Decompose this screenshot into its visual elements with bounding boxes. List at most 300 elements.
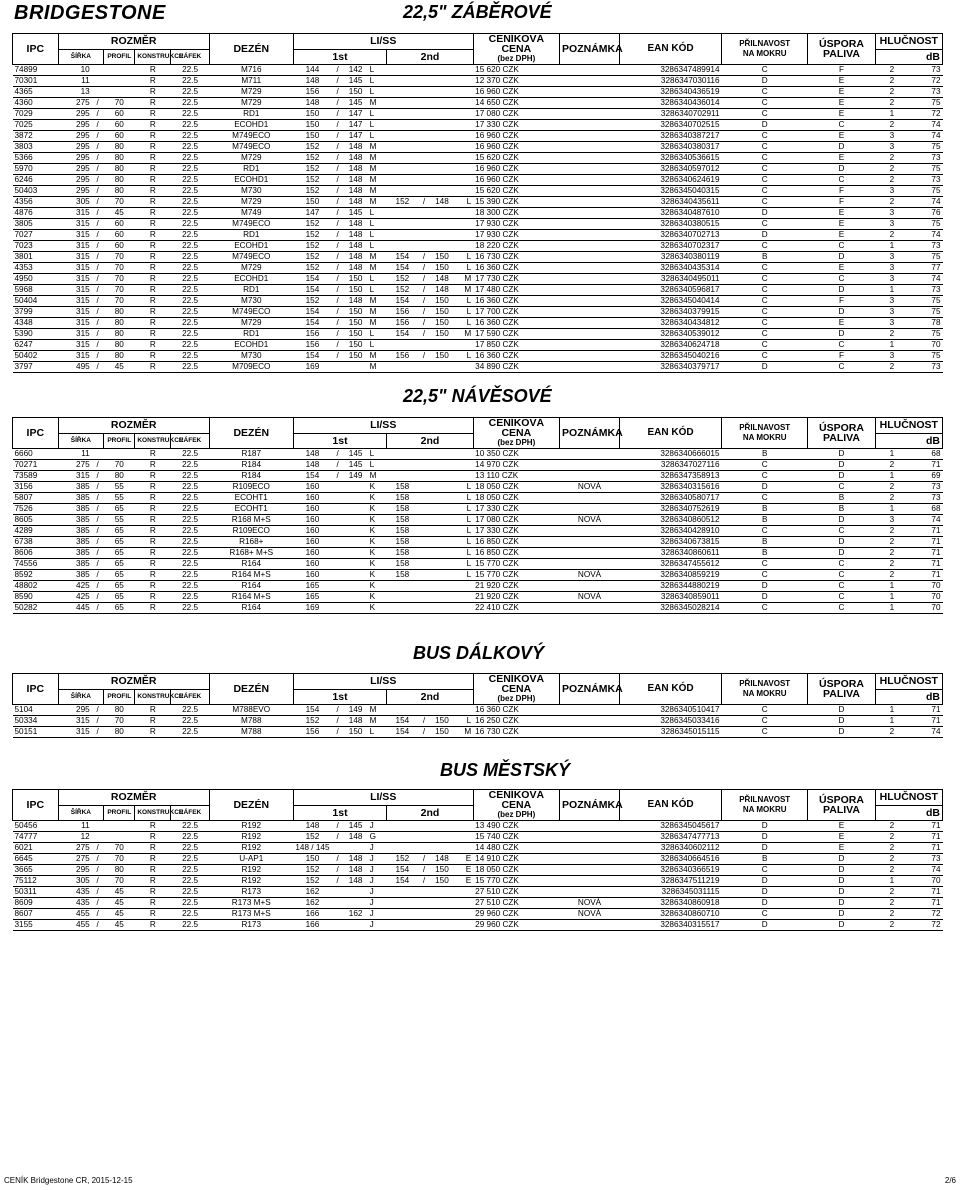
cell-profil: 45 (104, 362, 135, 373)
header-rafek: RÁFEK (171, 49, 209, 65)
cell-ean: 3286340495011 (620, 274, 722, 285)
cell-dezen: RD1 (209, 329, 293, 340)
header-prilnavost-line2: NA MOKRU (742, 433, 787, 442)
cell-profil: 70 (104, 876, 135, 887)
cell-db: 74 (909, 131, 943, 142)
cell-rafek: 22.5 (171, 548, 209, 559)
cell-sep2 (418, 548, 430, 559)
cell-uspora: D (808, 471, 875, 482)
cell-uspora: D (808, 329, 875, 340)
table-row (13, 274, 943, 285)
cell-konstrukce: R (135, 843, 171, 854)
cell-sep2 (418, 65, 430, 76)
cell-hluk-trida: 3 (875, 307, 909, 318)
cell-konstrukce: R (135, 482, 171, 493)
table-row (13, 920, 943, 931)
cell-hluk-trida: 1 (875, 471, 909, 482)
cell-li2 (387, 471, 418, 482)
table-row (13, 843, 943, 854)
cell-li2b (430, 175, 454, 186)
cell-poznamka (560, 241, 620, 252)
cell-profil (104, 449, 135, 460)
cell-li2 (387, 98, 418, 109)
cell-hluk-trida: 2 (875, 559, 909, 570)
header-rozmer: ROZMĚR (58, 674, 209, 690)
cell-li1: 148 (293, 98, 331, 109)
cell-li2b: 150 (430, 865, 454, 876)
header-uspora-line1: ÚSPORA (819, 794, 864, 806)
cell-slash: / (92, 252, 104, 263)
cell-sep2 (418, 909, 430, 920)
cell-cena: 16 360 CZK (473, 296, 559, 307)
cell-poznamka (560, 186, 620, 197)
cell-hluk-trida: 3 (875, 515, 909, 526)
cell-konstrukce: R (135, 263, 171, 274)
cell-konstrukce: R (135, 285, 171, 296)
cell-prilnavost: D (722, 876, 808, 887)
cell-db: 71 (909, 843, 943, 854)
table-row (13, 252, 943, 263)
cell-ss2 (454, 920, 473, 931)
cell-profil: 70 (104, 252, 135, 263)
cell-slash: / (92, 230, 104, 241)
cell-ipc: 3665 (13, 865, 59, 876)
cell-sirka: 305 (58, 197, 92, 208)
cell-li2b (430, 98, 454, 109)
header-sirka: ŠÍŘKA (58, 689, 104, 705)
header-db: dB (875, 433, 942, 449)
header-1st: 1st (293, 689, 387, 705)
cell-sirka: 295 (58, 186, 92, 197)
cell-hluk-trida: 2 (875, 570, 909, 581)
cell-sirka: 295 (58, 109, 92, 120)
cell-hluk-trida: 3 (875, 142, 909, 153)
header-sirka: ŠÍŘKA (58, 433, 104, 449)
cell-konstrukce: R (135, 186, 171, 197)
cell-ss2 (454, 471, 473, 482)
cell-li1: 154 (293, 351, 331, 362)
cell-ipc: 6247 (13, 340, 59, 351)
cell-li1: 166 (293, 920, 331, 931)
cell-ipc: 4950 (13, 274, 59, 285)
header-cena-line3: (bez DPH) (497, 694, 536, 703)
cell-sirka: 11 (58, 76, 92, 87)
table-row (13, 98, 943, 109)
cell-dezen: ECOHD1 (209, 274, 293, 285)
cell-ss2 (454, 98, 473, 109)
cell-ss2 (454, 230, 473, 241)
cell-ss1: M (368, 175, 387, 186)
header-prilnavost (722, 674, 808, 705)
cell-hluk-trida: 2 (875, 460, 909, 471)
cell-poznamka (560, 252, 620, 263)
cell-ss1: L (368, 230, 387, 241)
header-uspora (808, 418, 875, 449)
cell-konstrukce: R (135, 504, 171, 515)
cell-prilnavost: B (722, 252, 808, 263)
cell-ean: 3286340434812 (620, 318, 722, 329)
cell-uspora: E (808, 263, 875, 274)
cell-cena: 27 510 CZK (473, 887, 559, 898)
cell-ipc: 6246 (13, 175, 59, 186)
cell-li2b: 150 (430, 727, 454, 738)
cell-li1: 162 (293, 898, 331, 909)
cell-dezen: R187 (209, 449, 293, 460)
cell-ss1: L (368, 109, 387, 120)
cell-poznamka (560, 263, 620, 274)
cell-li1b: 148 (344, 142, 368, 153)
cell-cena: 13 110 CZK (473, 471, 559, 482)
header-cena-line2: CENA (501, 427, 532, 439)
cell-prilnavost: C (722, 909, 808, 920)
cell-sep2 (418, 537, 430, 548)
header-cena-line3: (bez DPH) (497, 438, 536, 447)
cell-rafek: 22.5 (171, 832, 209, 843)
cell-li1: 152 (293, 186, 331, 197)
cell-sirka: 315 (58, 274, 92, 285)
cell-dezen: R173 (209, 887, 293, 898)
header-konstrukce: KONSTRUKCE (135, 49, 171, 65)
cell-li2: 158 (387, 559, 418, 570)
cell-li2: 158 (387, 515, 418, 526)
cell-hluk-trida: 2 (875, 865, 909, 876)
cell-li2 (387, 603, 418, 614)
cell-db: 72 (909, 920, 943, 931)
cell-slash: / (92, 471, 104, 482)
cell-cena: 18 220 CZK (473, 241, 559, 252)
cell-ss1: J (368, 876, 387, 887)
cell-ean: 3286340673815 (620, 537, 722, 548)
cell-li2b (430, 909, 454, 920)
cell-li1b: 148 (344, 175, 368, 186)
cell-hluk-trida: 2 (875, 164, 909, 175)
cell-ipc: 4348 (13, 318, 59, 329)
cell-profil: 70 (104, 98, 135, 109)
cell-li2b (430, 87, 454, 98)
cell-sep1 (332, 909, 344, 920)
cell-li1b (344, 570, 368, 581)
cell-prilnavost: D (722, 581, 808, 592)
cell-db: 74 (909, 515, 943, 526)
cell-sep1: / (332, 727, 344, 738)
header-2nd: 2nd (387, 49, 473, 65)
cell-ss1: J (368, 887, 387, 898)
cell-cena: 16 730 CZK (473, 727, 559, 738)
cell-ipc: 70271 (13, 460, 59, 471)
cell-profil: 70 (104, 854, 135, 865)
cell-rafek: 22.5 (171, 153, 209, 164)
cell-ipc: 6660 (13, 449, 59, 460)
cell-rafek: 22.5 (171, 230, 209, 241)
cell-prilnavost: C (722, 318, 808, 329)
cell-cena: 16 250 CZK (473, 716, 559, 727)
cell-ss2 (454, 603, 473, 614)
cell-uspora: D (808, 142, 875, 153)
cell-sep1: / (332, 865, 344, 876)
table-row (13, 460, 943, 471)
cell-sep2 (418, 898, 430, 909)
cell-dezen: R192 (209, 821, 293, 832)
cell-db: 69 (909, 471, 943, 482)
cell-li1b: 148 (344, 153, 368, 164)
cell-prilnavost: D (722, 821, 808, 832)
cell-li1: 160 (293, 515, 331, 526)
cell-slash: / (92, 876, 104, 887)
cell-ss2 (454, 832, 473, 843)
cell-ean: 3286340596817 (620, 285, 722, 296)
cell-dezen: R164 M+S (209, 570, 293, 581)
cell-slash: / (92, 329, 104, 340)
cell-db: 71 (909, 821, 943, 832)
header-prilnavost-line2: NA MOKRU (742, 49, 787, 58)
header-uspora-line2: PALIVA (823, 432, 860, 444)
cell-cena: 16 730 CZK (473, 252, 559, 263)
cell-sep2: / (418, 351, 430, 362)
cell-ss1: L (368, 65, 387, 76)
cell-sep1: / (332, 705, 344, 716)
cell-li2b: 148 (430, 197, 454, 208)
cell-li2 (387, 909, 418, 920)
header-prilnavost-line2: NA MOKRU (742, 689, 787, 698)
cell-sep1: / (332, 329, 344, 340)
cell-dezen: R109ECO (209, 482, 293, 493)
cell-sep2: / (418, 252, 430, 263)
cell-ipc: 7027 (13, 230, 59, 241)
header-rozmer: ROZMĚR (58, 34, 209, 50)
cell-poznamka (560, 307, 620, 318)
cell-prilnavost: C (722, 329, 808, 340)
cell-uspora: D (808, 307, 875, 318)
cell-poznamka (560, 164, 620, 175)
cell-li2 (387, 705, 418, 716)
cell-hluk-trida: 1 (875, 876, 909, 887)
cell-uspora: E (808, 843, 875, 854)
cell-sep2 (418, 843, 430, 854)
cell-profil: 70 (104, 263, 135, 274)
cell-sirka: 295 (58, 164, 92, 175)
cell-li1b: 150 (344, 285, 368, 296)
table-row (13, 581, 943, 592)
cell-ss2 (454, 460, 473, 471)
cell-li2b (430, 493, 454, 504)
cell-ean: 3286340580717 (620, 493, 722, 504)
cell-dezen: M729 (209, 263, 293, 274)
cell-rafek: 22.5 (171, 854, 209, 865)
cell-hluk-trida: 3 (875, 318, 909, 329)
cell-hluk-trida: 2 (875, 76, 909, 87)
cell-poznamka (560, 449, 620, 460)
cell-ss2: L (454, 263, 473, 274)
cell-dezen: M730 (209, 351, 293, 362)
cell-poznamka (560, 471, 620, 482)
header-poznamka: POZNÁMKA (560, 418, 620, 449)
header-profil: PROFIL (104, 49, 135, 65)
cell-poznamka (560, 362, 620, 373)
cell-slash: / (92, 548, 104, 559)
cell-db: 72 (909, 109, 943, 120)
cell-ean: 3286340315517 (620, 920, 722, 931)
cell-hluk-trida: 2 (875, 153, 909, 164)
header-hlucnost: HLUČNOST (875, 418, 942, 434)
cell-ss2 (454, 164, 473, 175)
cell-ean: 3286340436519 (620, 87, 722, 98)
cell-li1b (344, 493, 368, 504)
cell-hluk-trida: 2 (875, 65, 909, 76)
cell-konstrukce: R (135, 296, 171, 307)
cell-slash: / (92, 142, 104, 153)
cell-poznamka (560, 76, 620, 87)
table-row (13, 87, 943, 98)
cell-li1: 160 (293, 526, 331, 537)
cell-sep1: / (332, 854, 344, 865)
cell-li1: 156 (293, 87, 331, 98)
cell-ss2 (454, 76, 473, 87)
cell-konstrukce: R (135, 909, 171, 920)
cell-dezen: ECOHD1 (209, 340, 293, 351)
table-row (13, 909, 943, 920)
cell-sirka: 315 (58, 252, 92, 263)
cell-hluk-trida: 2 (875, 909, 909, 920)
cell-ean: 3286340379915 (620, 307, 722, 318)
cell-ss1: K (368, 482, 387, 493)
cell-ss1: J (368, 898, 387, 909)
cell-slash: / (92, 592, 104, 603)
cell-dezen: R173 M+S (209, 898, 293, 909)
cell-li2b (430, 219, 454, 230)
header-poznamka: POZNÁMKA (560, 34, 620, 65)
cell-ss1: J (368, 821, 387, 832)
cell-prilnavost: C (722, 296, 808, 307)
cell-rafek: 22.5 (171, 898, 209, 909)
cell-rafek: 22.5 (171, 186, 209, 197)
cell-hluk-trida: 1 (875, 504, 909, 515)
cell-li1b (344, 559, 368, 570)
cell-profil: 80 (104, 340, 135, 351)
header-uspora-line2: PALIVA (823, 48, 860, 60)
cell-slash: / (92, 362, 104, 373)
table-row (13, 164, 943, 175)
cell-dezen: RD1 (209, 285, 293, 296)
cell-li2b (430, 460, 454, 471)
cell-uspora: D (808, 920, 875, 931)
table-row (13, 482, 943, 493)
cell-profil: 70 (104, 197, 135, 208)
cell-ss1: G (368, 832, 387, 843)
cell-sep1: / (332, 219, 344, 230)
cell-konstrukce: R (135, 164, 171, 175)
cell-ss1: M (368, 164, 387, 175)
cell-rafek: 22.5 (171, 175, 209, 186)
cell-uspora: D (808, 705, 875, 716)
cell-sirka: 315 (58, 307, 92, 318)
cell-ss1: L (368, 219, 387, 230)
cell-li2 (387, 230, 418, 241)
cell-prilnavost: C (722, 186, 808, 197)
cell-dezen: U-AP1 (209, 854, 293, 865)
cell-ss1: M (368, 186, 387, 197)
cell-sep2: / (418, 307, 430, 318)
cell-konstrukce: R (135, 109, 171, 120)
header-ipc: IPC (13, 790, 59, 821)
cell-sirka: 305 (58, 876, 92, 887)
header-prilnavost (722, 34, 808, 65)
cell-ean: 3286345015115 (620, 727, 722, 738)
header-profil: PROFIL (104, 805, 135, 821)
cell-sirka: 295 (58, 131, 92, 142)
cell-li1b (344, 898, 368, 909)
cell-li1b: 147 (344, 131, 368, 142)
cell-li1: 152 (293, 252, 331, 263)
cell-slash: / (92, 98, 104, 109)
cell-li2b (430, 526, 454, 537)
cell-poznamka (560, 460, 620, 471)
cell-dezen: R192 (209, 843, 293, 854)
cell-hluk-trida: 2 (875, 887, 909, 898)
cell-li1: 147 (293, 208, 331, 219)
cell-db: 74 (909, 197, 943, 208)
cell-li1b: 145 (344, 460, 368, 471)
header-cena (473, 418, 559, 449)
cell-ean: 3286340428910 (620, 526, 722, 537)
header-1st: 1st (293, 49, 387, 65)
cell-uspora: E (808, 318, 875, 329)
cell-hluk-trida: 1 (875, 581, 909, 592)
cell-ean: 3286347027116 (620, 460, 722, 471)
cell-rafek: 22.5 (171, 482, 209, 493)
cell-li2 (387, 340, 418, 351)
cell-hluk-trida: 2 (875, 548, 909, 559)
cell-poznamka (560, 854, 620, 865)
cell-li2: 154 (387, 865, 418, 876)
cell-rafek: 22.5 (171, 131, 209, 142)
cell-cena: 15 770 CZK (473, 876, 559, 887)
cell-li2b (430, 471, 454, 482)
cell-profil (104, 65, 135, 76)
cell-ipc: 70301 (13, 76, 59, 87)
cell-slash: / (92, 865, 104, 876)
cell-slash: / (92, 208, 104, 219)
cell-prilnavost: B (722, 449, 808, 460)
cell-sep2 (418, 362, 430, 373)
cell-sirka: 315 (58, 263, 92, 274)
cell-uspora: C (808, 241, 875, 252)
tire-table-zaberove (12, 33, 943, 373)
cell-profil: 55 (104, 515, 135, 526)
cell-ean: 3286340860611 (620, 548, 722, 559)
header-konstrukce: KONSTRUKCE (135, 433, 171, 449)
cell-li2 (387, 153, 418, 164)
cell-dezen: M709ECO (209, 362, 293, 373)
cell-ipc: 4289 (13, 526, 59, 537)
cell-li2b: 148 (430, 854, 454, 865)
cell-li2b (430, 537, 454, 548)
cell-poznamka (560, 65, 620, 76)
cell-profil: 80 (104, 705, 135, 716)
cell-ss1: M (368, 98, 387, 109)
cell-li2: 158 (387, 504, 418, 515)
cell-prilnavost: C (722, 65, 808, 76)
cell-ss1: L (368, 241, 387, 252)
cell-rafek: 22.5 (171, 208, 209, 219)
cell-sep1: / (332, 821, 344, 832)
cell-li1b: 150 (344, 351, 368, 362)
cell-li2b (430, 898, 454, 909)
cell-li1: 154 (293, 318, 331, 329)
cell-sep2 (418, 186, 430, 197)
cell-uspora: D (808, 716, 875, 727)
header-1st: 1st (293, 805, 387, 821)
header-rozmer: ROZMĚR (58, 790, 209, 806)
